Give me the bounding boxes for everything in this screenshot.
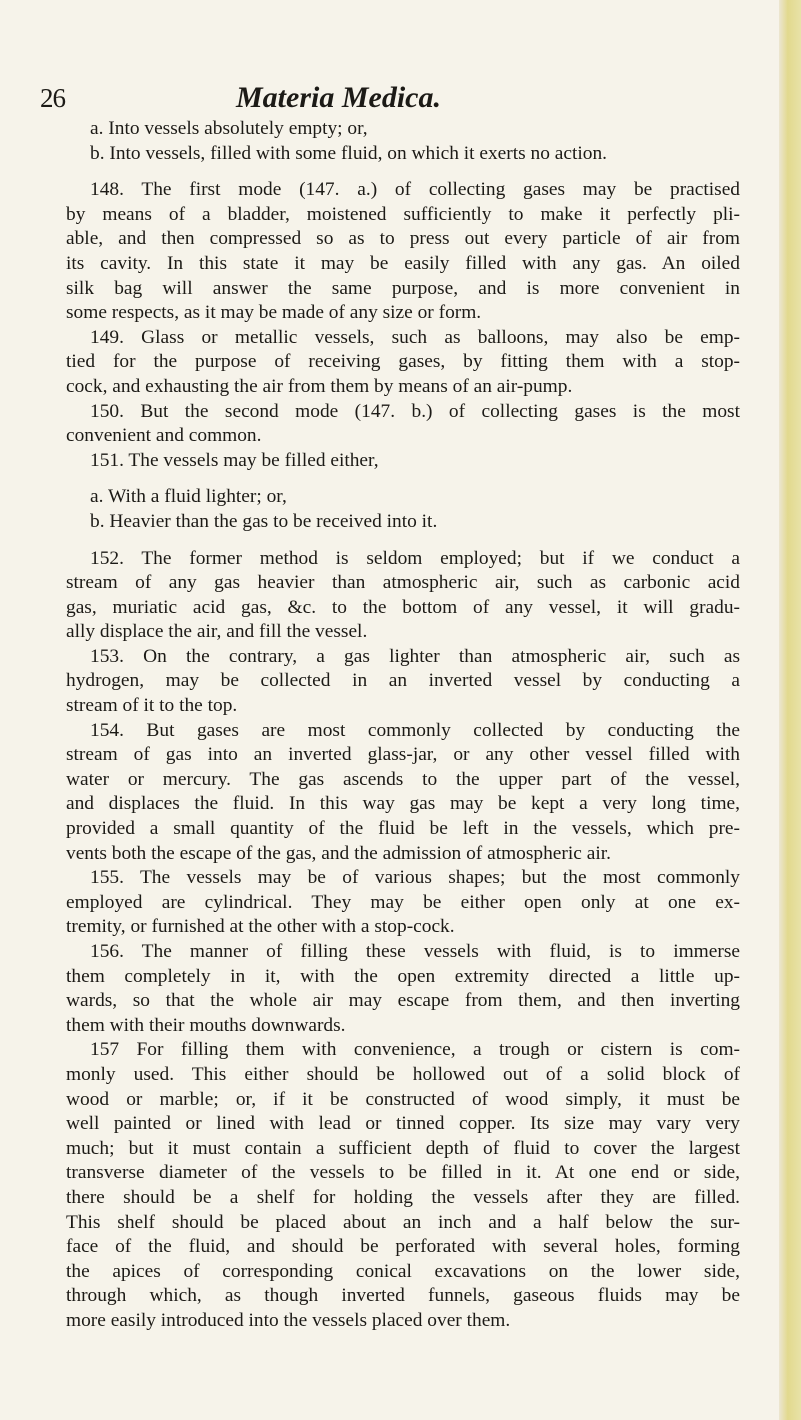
text-line: its cavity. In this state it may be easily filled with any gas. An oiled — [66, 252, 740, 274]
text-line: through which, as though inverted funnels, gaseous fluids may be — [66, 1285, 740, 1307]
text-line: 154. But gases are most commonly collected by conducting the — [90, 719, 740, 741]
text-line: 150. But the second mode (147. b.) of collecting gases is the most — [90, 400, 740, 422]
text-line: b. Heavier than the gas to be received into it. — [90, 510, 438, 532]
text-line: wood or marble; or, if it be constructed of wood simply, it must be — [66, 1088, 740, 1110]
text-line: silk bag will answer the same purpose, and is more convenient in — [66, 277, 740, 299]
list-item — [66, 142, 740, 167]
list-item — [66, 510, 740, 535]
text-line: there should be a shelf for holding the vessels after they are filled. — [66, 1186, 740, 1208]
text-line: 151. The vessels may be filled either, — [90, 449, 379, 471]
paragraph — [66, 449, 740, 474]
spacer — [66, 473, 740, 485]
text-line: a. With a fluid lighter; or, — [90, 486, 287, 508]
text-line: them completely in it, with the open extremity directed a little up- — [66, 965, 740, 987]
text-line: hydrogen, may be collected in an inverted vessel by conducting a — [66, 670, 740, 692]
text-line: convenient and common. — [66, 425, 262, 447]
text-line: provided a small quantity of the fluid be left in the vessels, which pre- — [66, 818, 740, 840]
text-line: This shelf should be placed about an inch and a half below the sur- — [66, 1211, 740, 1233]
text-line: employed are cylindrical. They may be either open only at one ex- — [66, 891, 740, 913]
text-line: much; but it must contain a sufficient depth of fluid to cover the largest — [66, 1137, 740, 1159]
list-item — [66, 117, 740, 142]
paragraph — [66, 866, 740, 940]
text-line: stream of it to the top. — [66, 695, 238, 717]
text-line: 149. Glass or metallic vessels, such as balloons, may also be emp- — [90, 326, 740, 348]
paragraph — [66, 1038, 740, 1333]
text-line: stream of gas into an inverted glass-jar, or any other vessel filled with — [66, 744, 740, 766]
text-line: 152. The former method is seldom employed; but if we conduct a — [90, 547, 740, 569]
page-header — [40, 80, 740, 120]
text-line: well painted or lined with lead or tinned copper. Its size may vary very — [66, 1113, 740, 1135]
text-line: 155. The vessels may be of various shapes; but the most commonly — [90, 867, 740, 889]
text-line: the apices of corresponding conical excavations on the lower side, — [66, 1260, 740, 1282]
text-line: monly used. This either should be hollowed out of a solid block of — [66, 1063, 740, 1085]
text-line: 156. The manner of filling these vessels with fluid, is to immerse — [90, 941, 740, 962]
text-line: stream of any gas heavier than atmospheric air, such as carbonic acid — [66, 572, 740, 594]
text-line: 153. On the contrary, a gas lighter than atmospheric air, such as — [90, 645, 740, 667]
paragraph — [66, 645, 740, 719]
text-line: 148. The first mode (147. a.) of collecting gases may be practised — [90, 179, 740, 201]
text-line: water or mercury. The gas ascends to the upper part of the vessel, — [66, 768, 740, 790]
text-line: face of the fluid, and should be perforated with several holes, forming — [66, 1236, 740, 1258]
text-line: by means of a bladder, moistened sufficiently to make it perfectly pli- — [66, 203, 740, 225]
text-line: a. Into vessels absolutely empty; or, — [90, 118, 368, 139]
text-line: cock, and exhausting the air from them by means of an air-pump. — [66, 375, 573, 397]
page-number: 26 — [40, 83, 65, 113]
paragraph — [66, 547, 740, 645]
paragraph — [66, 326, 740, 400]
paragraph — [66, 400, 740, 449]
paragraph — [66, 719, 740, 867]
text-line: them with their mouths downwards. — [66, 1014, 346, 1036]
text-line: some respects, as it may be made of any size or form. — [66, 302, 482, 324]
text-line: and displaces the fluid. In this way gas may be kept a very long time, — [66, 793, 740, 815]
spacer — [66, 535, 740, 547]
body-text — [66, 117, 740, 1334]
spacer — [66, 166, 740, 178]
text-line: b. Into vessels, filled with some fluid, on which it exerts no action. — [90, 142, 607, 164]
text-line: more easily introduced into the vessels placed over them. — [66, 1309, 511, 1331]
text-line: 157 For filling them with convenience, a trough or cistern is com- — [90, 1039, 740, 1061]
paragraph — [66, 178, 740, 326]
list-item — [66, 485, 740, 510]
text-line: tied for the purpose of receiving gases, by fitting them with a stop- — [66, 351, 740, 373]
text-line: able, and then compressed so as to press out every particle of air from — [66, 228, 740, 250]
text-line: ally displace the air, and fill the vessel. — [66, 621, 368, 643]
running-head: Materia Medica. — [236, 81, 441, 114]
text-line: transverse diameter of the vessels to be filled in it. At one end or side, — [66, 1162, 740, 1184]
text-line: tremity, or furnished at the other with a stop-cock. — [66, 916, 455, 938]
text-line: gas, muriatic acid gas, &c. to the bottom of any vessel, it will gradu- — [66, 596, 740, 618]
paragraph — [66, 940, 740, 1038]
text-line: vents both the escape of the gas, and the admission of atmospheric air. — [66, 842, 611, 864]
text-line: wards, so that the whole air may escape from them, and then inverting — [66, 990, 740, 1012]
page-edge-shadow — [779, 0, 801, 1420]
